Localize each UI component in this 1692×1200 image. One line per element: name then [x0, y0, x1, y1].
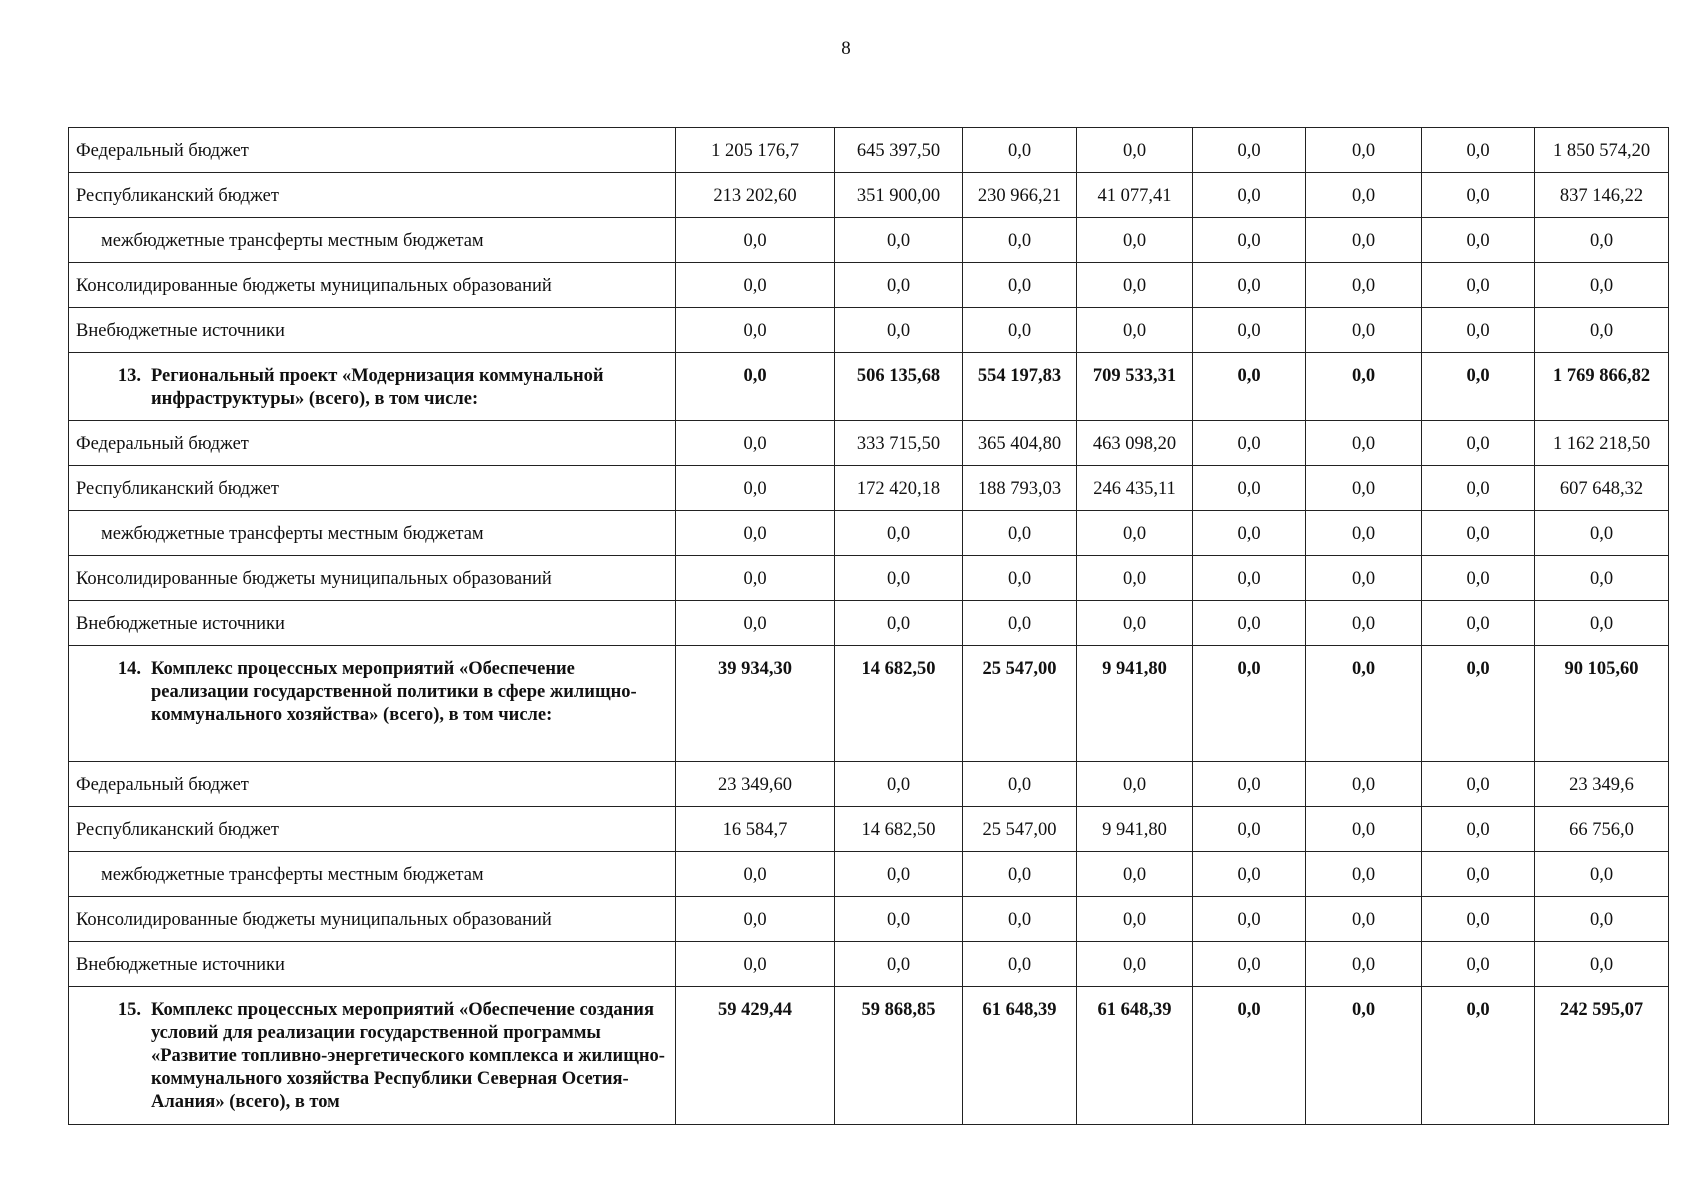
value-cell: 188 793,03 [963, 466, 1077, 511]
value-cell: 0,0 [1306, 556, 1422, 601]
value-cell: 23 349,6 [1535, 762, 1669, 807]
value-cell: 0,0 [1422, 942, 1535, 987]
value-cell: 0,0 [1306, 762, 1422, 807]
value-cell: 0,0 [1077, 128, 1193, 173]
sub-row [69, 852, 1669, 897]
value-cell: 0,0 [1077, 308, 1193, 353]
value-cell: 333 715,50 [835, 421, 963, 466]
value-cell: 0,0 [963, 942, 1077, 987]
value-cell: 14 682,50 [835, 807, 963, 852]
value-cell: 0,0 [1422, 308, 1535, 353]
value-cell: 0,0 [1422, 421, 1535, 466]
value-cell: 0,0 [1193, 556, 1306, 601]
value-cell: 0,0 [1535, 263, 1669, 308]
value-cell: 0,0 [963, 762, 1077, 807]
project-number: 14. [117, 659, 141, 679]
value-cell: 0,0 [676, 942, 835, 987]
value-cell: 1 850 574,20 [1535, 128, 1669, 173]
value-cell: 0,0 [835, 263, 963, 308]
row-label-cell: межбюджетные трансферты местным бюджетам [69, 852, 676, 897]
value-cell: 0,0 [1306, 987, 1422, 1125]
value-cell: 0,0 [963, 263, 1077, 308]
value-cell: 0,0 [1306, 128, 1422, 173]
value-cell: 0,0 [1306, 218, 1422, 263]
value-cell: 0,0 [1193, 511, 1306, 556]
project-title [69, 999, 671, 1114]
value-cell: 0,0 [1535, 556, 1669, 601]
project-row [69, 353, 1669, 421]
value-cell: 0,0 [1422, 466, 1535, 511]
value-cell: 0,0 [1306, 466, 1422, 511]
value-cell: 0,0 [676, 466, 835, 511]
value-cell: 0,0 [835, 852, 963, 897]
value-cell: 25 547,00 [963, 807, 1077, 852]
value-cell: 90 105,60 [1535, 646, 1669, 762]
value-cell: 0,0 [1422, 128, 1535, 173]
value-cell: 0,0 [676, 263, 835, 308]
value-cell: 0,0 [1193, 263, 1306, 308]
value-cell: 0,0 [1306, 353, 1422, 421]
value-cell: 0,0 [1077, 218, 1193, 263]
value-cell: 0,0 [1193, 308, 1306, 353]
row-label-cell: Республиканский бюджет [69, 173, 676, 218]
value-cell: 1 205 176,7 [676, 128, 835, 173]
value-cell: 0,0 [963, 852, 1077, 897]
value-cell: 506 135,68 [835, 353, 963, 421]
value-cell: 59 868,85 [835, 987, 963, 1125]
table-row [69, 128, 1669, 173]
value-cell: 0,0 [1422, 218, 1535, 263]
value-cell: 0,0 [963, 897, 1077, 942]
value-cell: 0,0 [1077, 942, 1193, 987]
value-cell: 0,0 [1193, 466, 1306, 511]
value-cell: 0,0 [676, 897, 835, 942]
value-cell: 0,0 [1422, 807, 1535, 852]
value-cell: 59 429,44 [676, 987, 835, 1125]
value-cell: 213 202,60 [676, 173, 835, 218]
value-cell: 14 682,50 [835, 646, 963, 762]
row-label-cell: Федеральный бюджет [69, 762, 676, 807]
value-cell: 0,0 [1422, 353, 1535, 421]
value-cell: 554 197,83 [963, 353, 1077, 421]
value-cell: 0,0 [1422, 987, 1535, 1125]
value-cell: 0,0 [1193, 646, 1306, 762]
value-cell: 0,0 [1077, 556, 1193, 601]
budget-table [68, 127, 1669, 1125]
value-cell: 0,0 [1306, 807, 1422, 852]
value-cell: 25 547,00 [963, 646, 1077, 762]
value-cell: 0,0 [1422, 897, 1535, 942]
value-cell: 0,0 [1306, 173, 1422, 218]
value-cell: 172 420,18 [835, 466, 963, 511]
value-cell: 0,0 [1535, 601, 1669, 646]
project-row [69, 646, 1669, 762]
value-cell: 66 756,0 [1535, 807, 1669, 852]
value-cell: 0,0 [1193, 353, 1306, 421]
table-row [69, 807, 1669, 852]
value-cell: 0,0 [963, 308, 1077, 353]
value-cell: 0,0 [835, 762, 963, 807]
value-cell: 0,0 [963, 128, 1077, 173]
table-body [69, 128, 1669, 1125]
value-cell: 0,0 [1535, 852, 1669, 897]
table-row [69, 421, 1669, 466]
row-label-cell: Внебюджетные источники [69, 601, 676, 646]
value-cell: 23 349,60 [676, 762, 835, 807]
sub-row [69, 511, 1669, 556]
value-cell: 0,0 [1193, 762, 1306, 807]
row-label-cell: Республиканский бюджет [69, 807, 676, 852]
value-cell: 0,0 [676, 308, 835, 353]
row-label-cell: межбюджетные трансферты местным бюджетам [69, 218, 676, 263]
value-cell: 837 146,22 [1535, 173, 1669, 218]
value-cell: 9 941,80 [1077, 646, 1193, 762]
value-cell: 0,0 [1193, 942, 1306, 987]
value-cell: 0,0 [1193, 421, 1306, 466]
table-row [69, 263, 1669, 308]
table-row [69, 173, 1669, 218]
project-label: Региональный проект «Модернизация коммунальной инфраструктуры» (всего), в том числе: [151, 366, 604, 409]
project-title [69, 658, 671, 727]
table-row [69, 308, 1669, 353]
table-row [69, 556, 1669, 601]
value-cell: 0,0 [963, 601, 1077, 646]
value-cell: 0,0 [1422, 511, 1535, 556]
value-cell: 365 404,80 [963, 421, 1077, 466]
value-cell: 0,0 [963, 511, 1077, 556]
value-cell: 0,0 [1306, 646, 1422, 762]
value-cell: 0,0 [676, 421, 835, 466]
row-label-cell: Внебюджетные источники [69, 308, 676, 353]
value-cell: 0,0 [1193, 601, 1306, 646]
value-cell: 0,0 [676, 601, 835, 646]
value-cell: 0,0 [1306, 942, 1422, 987]
value-cell: 0,0 [1193, 807, 1306, 852]
value-cell: 0,0 [1306, 511, 1422, 556]
value-cell: 0,0 [1306, 601, 1422, 646]
value-cell: 0,0 [1077, 852, 1193, 897]
value-cell: 1 162 218,50 [1535, 421, 1669, 466]
value-cell: 0,0 [676, 218, 835, 263]
value-cell: 0,0 [835, 601, 963, 646]
value-cell: 0,0 [1193, 897, 1306, 942]
value-cell: 0,0 [1077, 263, 1193, 308]
table-row [69, 466, 1669, 511]
value-cell: 0,0 [1306, 852, 1422, 897]
row-label-cell [69, 987, 676, 1125]
value-cell: 0,0 [1306, 421, 1422, 466]
value-cell: 607 648,32 [1535, 466, 1669, 511]
value-cell: 0,0 [1306, 308, 1422, 353]
value-cell: 0,0 [1422, 601, 1535, 646]
value-cell: 230 966,21 [963, 173, 1077, 218]
value-cell: 0,0 [963, 556, 1077, 601]
value-cell: 61 648,39 [963, 987, 1077, 1125]
value-cell: 16 584,7 [676, 807, 835, 852]
project-number: 15. [117, 1000, 141, 1020]
value-cell: 645 397,50 [835, 128, 963, 173]
value-cell: 0,0 [676, 511, 835, 556]
project-label: Комплекс процессных мероприятий «Обеспечение реализации государственной политики в сфере жилищно-коммунального хозяйства» (всего), в том числе: [151, 659, 637, 725]
project-title [69, 365, 671, 411]
row-label-cell [69, 646, 676, 762]
project-row [69, 987, 1669, 1125]
table-row [69, 897, 1669, 942]
page-number: 8 [841, 38, 851, 59]
value-cell: 709 533,31 [1077, 353, 1193, 421]
value-cell: 463 098,20 [1077, 421, 1193, 466]
row-label-cell: Консолидированные бюджеты муниципальных образований [69, 556, 676, 601]
value-cell: 0,0 [1193, 852, 1306, 897]
value-cell: 0,0 [1535, 308, 1669, 353]
value-cell: 0,0 [1535, 897, 1669, 942]
table-row [69, 601, 1669, 646]
value-cell: 0,0 [835, 511, 963, 556]
value-cell: 0,0 [835, 942, 963, 987]
value-cell: 0,0 [1535, 942, 1669, 987]
value-cell: 0,0 [1077, 601, 1193, 646]
table-row [69, 762, 1669, 807]
value-cell: 242 595,07 [1535, 987, 1669, 1125]
value-cell: 0,0 [835, 556, 963, 601]
value-cell: 0,0 [1422, 762, 1535, 807]
value-cell: 0,0 [1535, 218, 1669, 263]
row-label-cell: Федеральный бюджет [69, 128, 676, 173]
value-cell: 0,0 [835, 218, 963, 263]
row-label-cell: Республиканский бюджет [69, 466, 676, 511]
row-label-cell: Консолидированные бюджеты муниципальных образований [69, 263, 676, 308]
value-cell: 0,0 [676, 556, 835, 601]
value-cell: 0,0 [1422, 173, 1535, 218]
row-label-cell [69, 353, 676, 421]
value-cell: 0,0 [1306, 897, 1422, 942]
project-number: 13. [117, 366, 141, 386]
project-label: Комплекс процессных мероприятий «Обеспечение создания условий для реализации государственной программы «Развитие топливно-энергетического комплекса и жилищно-коммунального хозяйства Республики Северная Осетия-Алания» (всего), в том [151, 1000, 665, 1112]
value-cell: 246 435,11 [1077, 466, 1193, 511]
value-cell: 0,0 [676, 852, 835, 897]
value-cell: 0,0 [835, 897, 963, 942]
value-cell: 0,0 [1193, 987, 1306, 1125]
value-cell: 0,0 [1077, 762, 1193, 807]
value-cell: 0,0 [1193, 173, 1306, 218]
value-cell: 0,0 [963, 218, 1077, 263]
value-cell: 61 648,39 [1077, 987, 1193, 1125]
value-cell: 1 769 866,82 [1535, 353, 1669, 421]
value-cell: 0,0 [835, 308, 963, 353]
row-label-cell: Внебюджетные источники [69, 942, 676, 987]
value-cell: 0,0 [1193, 218, 1306, 263]
table-row [69, 942, 1669, 987]
value-cell: 0,0 [1077, 897, 1193, 942]
value-cell: 0,0 [1306, 263, 1422, 308]
value-cell: 41 077,41 [1077, 173, 1193, 218]
value-cell: 0,0 [1422, 646, 1535, 762]
value-cell: 0,0 [676, 353, 835, 421]
row-label-cell: межбюджетные трансферты местным бюджетам [69, 511, 676, 556]
value-cell: 0,0 [1193, 128, 1306, 173]
value-cell: 0,0 [1422, 852, 1535, 897]
value-cell: 39 934,30 [676, 646, 835, 762]
value-cell: 0,0 [1422, 556, 1535, 601]
value-cell: 0,0 [1535, 511, 1669, 556]
row-label-cell: Федеральный бюджет [69, 421, 676, 466]
value-cell: 0,0 [1422, 263, 1535, 308]
value-cell: 9 941,80 [1077, 807, 1193, 852]
value-cell: 0,0 [1077, 511, 1193, 556]
sub-row [69, 218, 1669, 263]
value-cell: 351 900,00 [835, 173, 963, 218]
row-label-cell: Консолидированные бюджеты муниципальных образований [69, 897, 676, 942]
